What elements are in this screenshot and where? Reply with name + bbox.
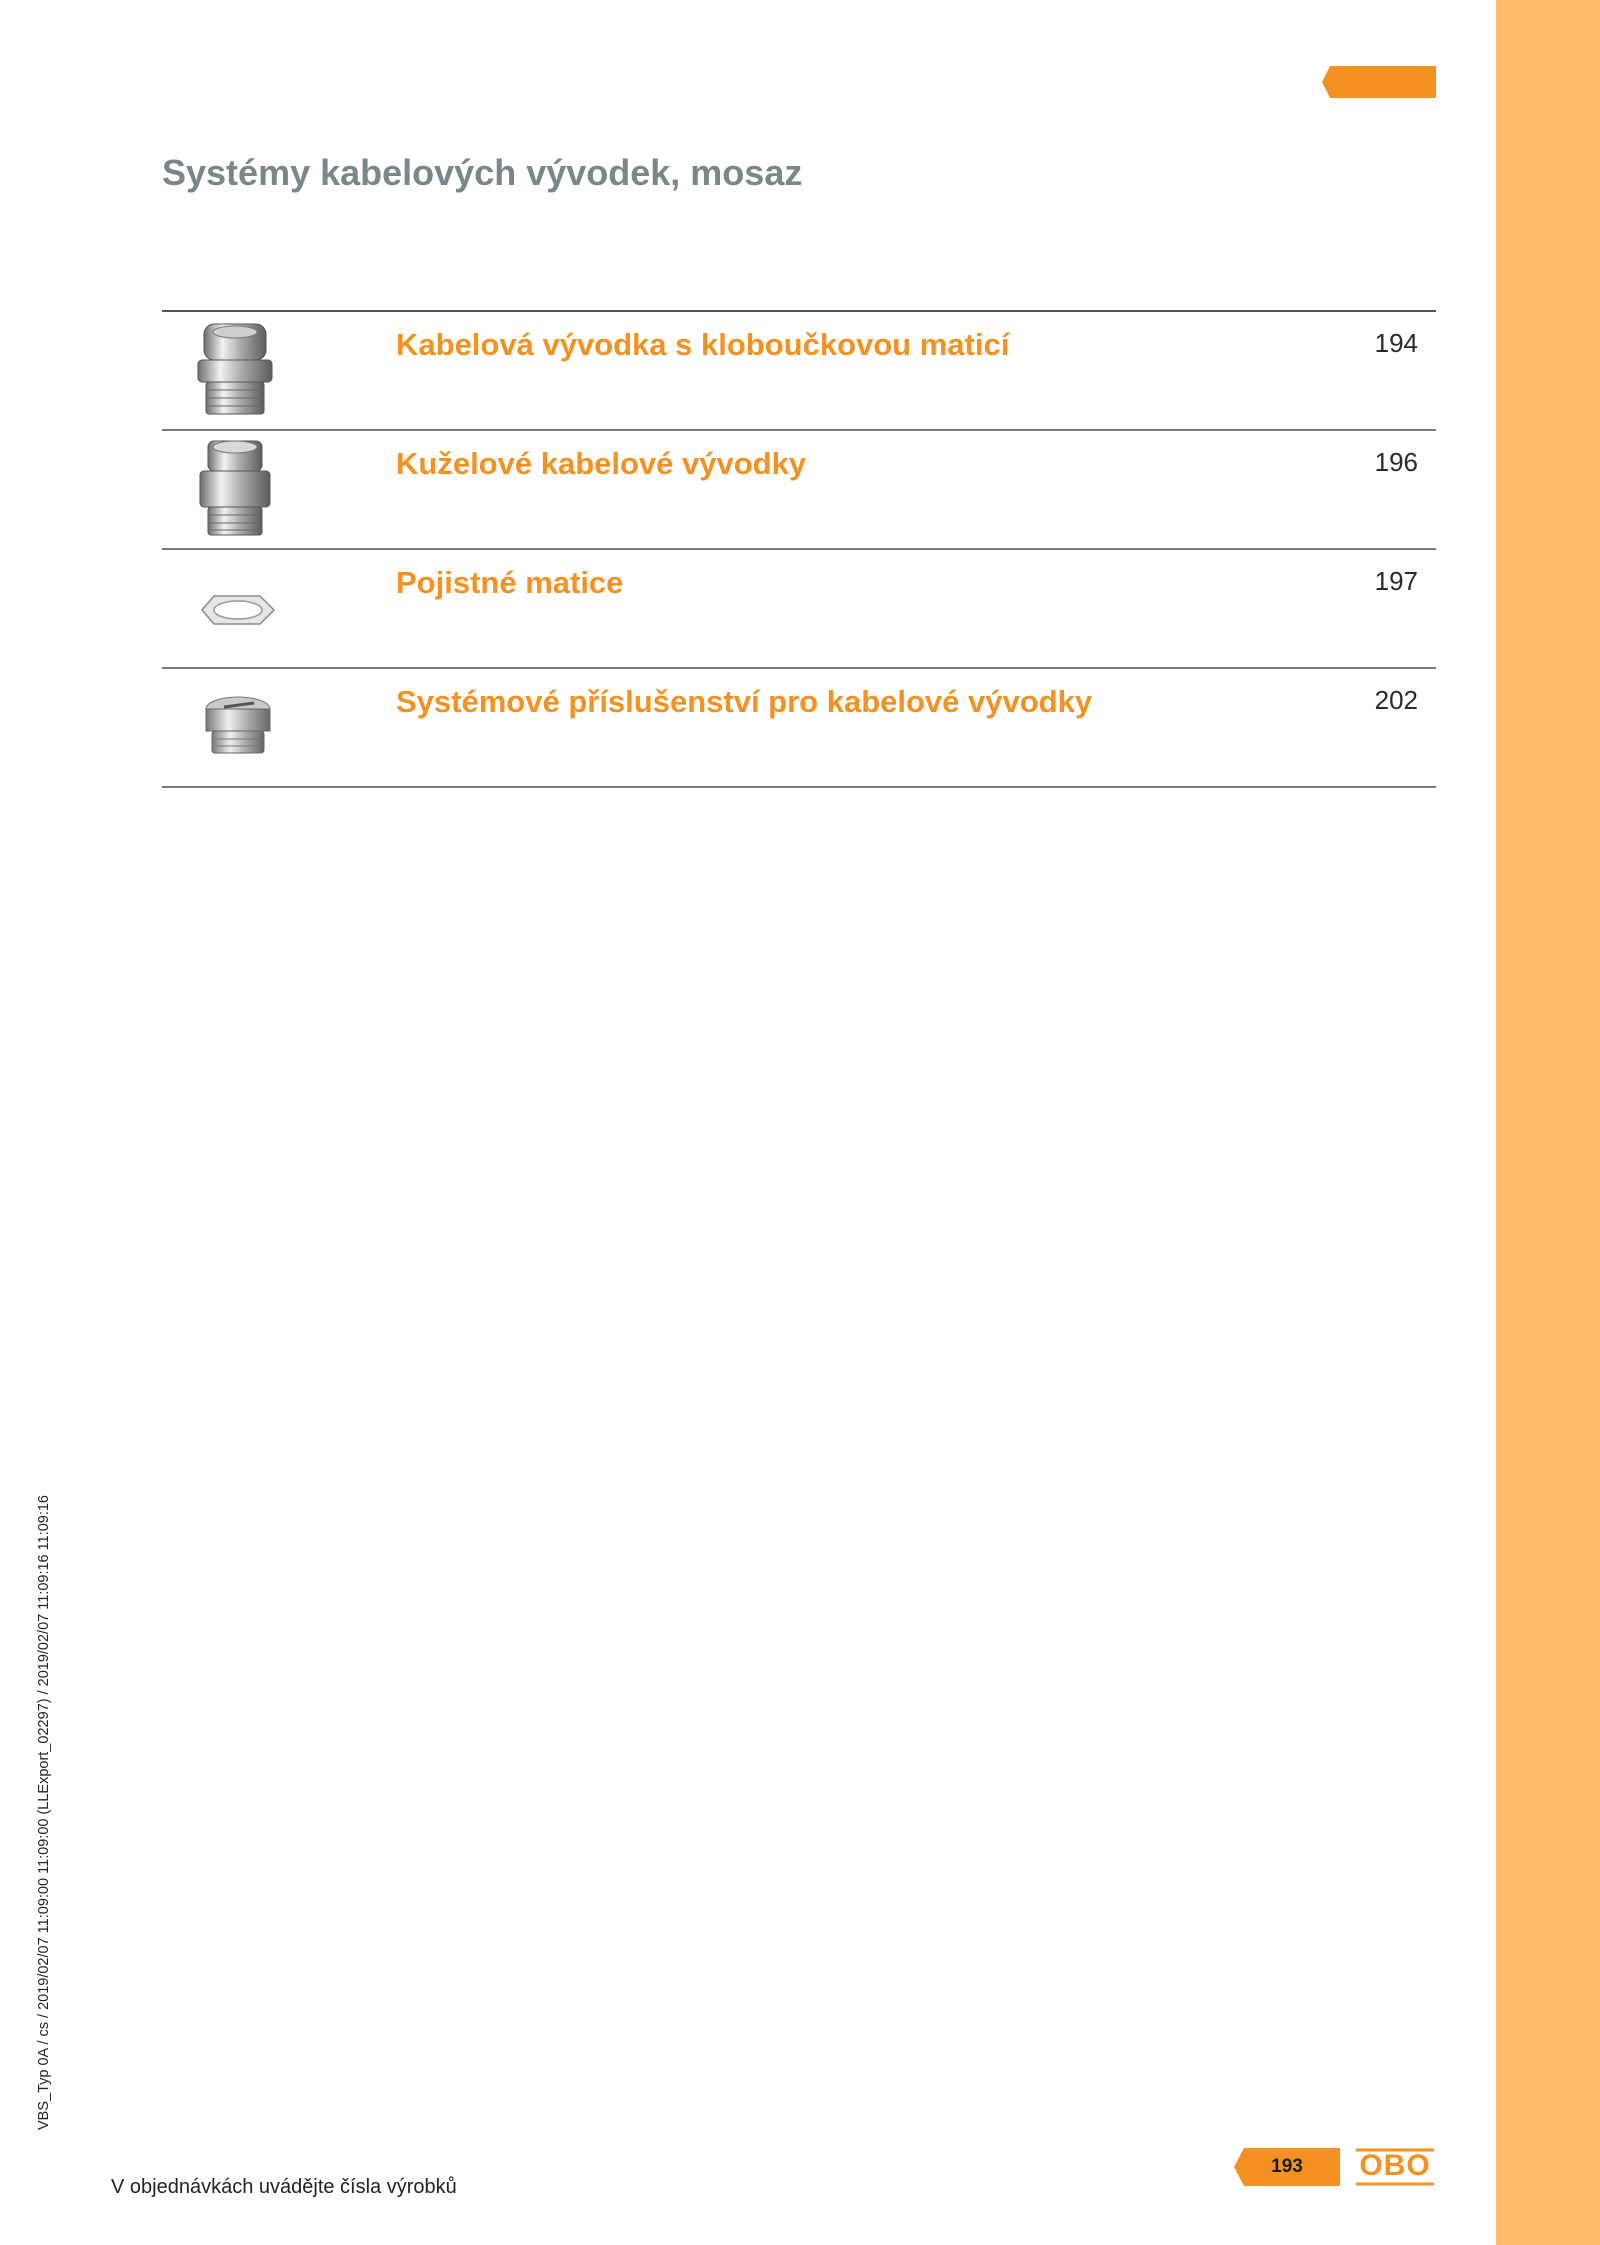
sealing-plug-icon (188, 677, 286, 777)
obo-logo-text: OBO (1359, 2149, 1431, 2182)
toc-page-number: 196 (1374, 447, 1418, 477)
toc-row-conical-gland[interactable] (162, 431, 1436, 550)
section-side-band (1496, 0, 1600, 2245)
table-of-contents (162, 310, 1436, 788)
toc-row-lock-nut[interactable] (162, 550, 1436, 669)
footer-note: V objednávkách uvádějte čísla výrobků (111, 2176, 457, 2198)
toc-label: Kabelová vývodka s kloboučkovou maticí (396, 327, 1010, 362)
toc-row-system-accessories[interactable] (162, 669, 1436, 788)
page-title: Systémy kabelových vývodek, mosaz (162, 152, 803, 193)
toc-label: Pojistné matice (396, 565, 624, 600)
toc-page-number: 202 (1374, 685, 1418, 715)
cable-gland-icon (188, 320, 286, 420)
conical-gland-icon (188, 439, 286, 539)
toc-label: Systémové příslušenství pro kabelové vývodky (396, 684, 1093, 719)
toc-page-number: 197 (1374, 566, 1418, 596)
lock-nut-icon (188, 558, 286, 658)
toc-row-cable-gland[interactable] (162, 312, 1436, 431)
toc-label: Kuželové kabelové vývodky (396, 446, 807, 481)
toc-page-number: 194 (1374, 328, 1418, 358)
print-metadata: VBS_Typ 0A / cs / 2019/02/07 11:09:00 11:09:00 (LLExport_02297) / 2019/02/07 11:09:16 11:09:16 (36, 1495, 52, 2130)
page-number: 193 (1271, 2156, 1303, 2177)
section-marker-tab (1322, 66, 1436, 98)
